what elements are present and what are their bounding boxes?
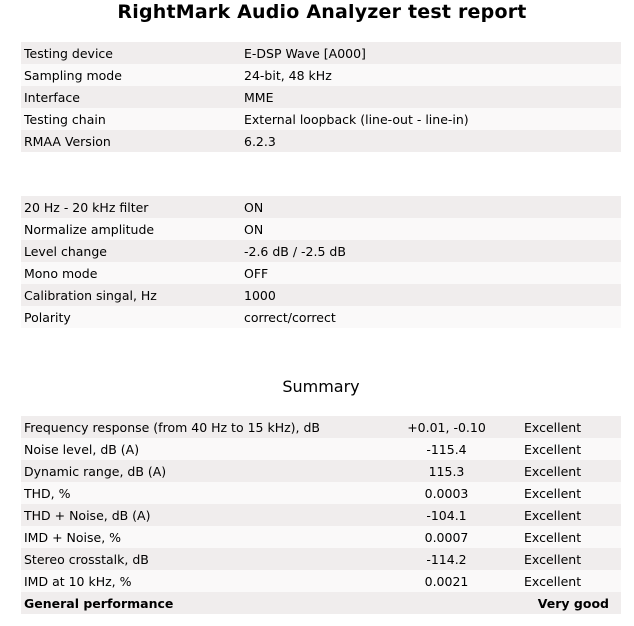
- table-row: [21, 460, 621, 482]
- row-label: Normalize amplitude: [21, 218, 241, 240]
- row-value: +0.01, -0.10: [379, 416, 514, 438]
- report-title: RightMark Audio Analyzer test report: [117, 1, 527, 23]
- row-label: Polarity: [21, 306, 241, 328]
- row-rating: Excellent: [514, 526, 621, 548]
- table-row: [21, 526, 621, 548]
- general-performance-value: [379, 592, 514, 614]
- row-value: -115.4: [379, 438, 514, 460]
- row-rating: Excellent: [514, 416, 621, 438]
- row-label: Level change: [21, 240, 241, 262]
- row-value: OFF: [241, 262, 621, 284]
- general-performance-row: [21, 592, 621, 614]
- table-row: [21, 42, 621, 64]
- row-rating: Excellent: [514, 482, 621, 504]
- table-row: [21, 240, 621, 262]
- table-row: [21, 284, 621, 306]
- row-label: Stereo crosstalk, dB: [21, 548, 379, 570]
- table-row: [21, 218, 621, 240]
- row-rating: Excellent: [514, 460, 621, 482]
- general-performance-label: General performance: [21, 592, 379, 614]
- row-rating: Excellent: [514, 570, 621, 592]
- table-row: [21, 504, 621, 526]
- row-label: RMAA Version: [21, 130, 241, 152]
- summary-table: [21, 416, 621, 614]
- table-row: [21, 416, 621, 438]
- row-value: 0.0003: [379, 482, 514, 504]
- row-value: 6.2.3: [241, 130, 621, 152]
- row-label: 20 Hz - 20 kHz filter: [21, 196, 241, 218]
- test-settings-table: [21, 196, 621, 328]
- row-value: 115.3: [379, 460, 514, 482]
- table-row: [21, 262, 621, 284]
- row-label: Sampling mode: [21, 64, 241, 86]
- test-info-table: [21, 42, 621, 152]
- table-row: [21, 438, 621, 460]
- table-row: [21, 306, 621, 328]
- row-value: -114.2: [379, 548, 514, 570]
- row-rating: Excellent: [514, 548, 621, 570]
- row-value: 0.0007: [379, 526, 514, 548]
- row-value: 24-bit, 48 kHz: [241, 64, 621, 86]
- general-performance-rating: Very good: [514, 592, 621, 614]
- summary-heading: Summary: [282, 377, 360, 396]
- row-value: MME: [241, 86, 621, 108]
- row-value: External loopback (line-out - line-in): [241, 108, 621, 130]
- row-label: IMD at 10 kHz, %: [21, 570, 379, 592]
- row-label: Mono mode: [21, 262, 241, 284]
- row-label: Noise level, dB (A): [21, 438, 379, 460]
- row-label: Interface: [21, 86, 241, 108]
- row-label: IMD + Noise, %: [21, 526, 379, 548]
- table-row: [21, 482, 621, 504]
- row-value: ON: [241, 196, 621, 218]
- row-rating: Excellent: [514, 504, 621, 526]
- row-value: 1000: [241, 284, 621, 306]
- row-label: THD, %: [21, 482, 379, 504]
- table-row: [21, 548, 621, 570]
- table-row: [21, 86, 621, 108]
- row-value: 0.0021: [379, 570, 514, 592]
- row-label: Testing device: [21, 42, 241, 64]
- table-row: [21, 130, 621, 152]
- row-label: Frequency response (from 40 Hz to 15 kHz), dB: [21, 416, 379, 438]
- table-row: [21, 108, 621, 130]
- row-value: ON: [241, 218, 621, 240]
- table-row: [21, 570, 621, 592]
- table-row: [21, 64, 621, 86]
- row-value: -104.1: [379, 504, 514, 526]
- row-label: Dynamic range, dB (A): [21, 460, 379, 482]
- row-label: Calibration singal, Hz: [21, 284, 241, 306]
- row-value: -2.6 dB / -2.5 dB: [241, 240, 621, 262]
- table-row: [21, 196, 621, 218]
- row-label: Testing chain: [21, 108, 241, 130]
- row-label: THD + Noise, dB (A): [21, 504, 379, 526]
- row-value: E-DSP Wave [A000]: [241, 42, 621, 64]
- row-rating: Excellent: [514, 438, 621, 460]
- row-value: correct/correct: [241, 306, 621, 328]
